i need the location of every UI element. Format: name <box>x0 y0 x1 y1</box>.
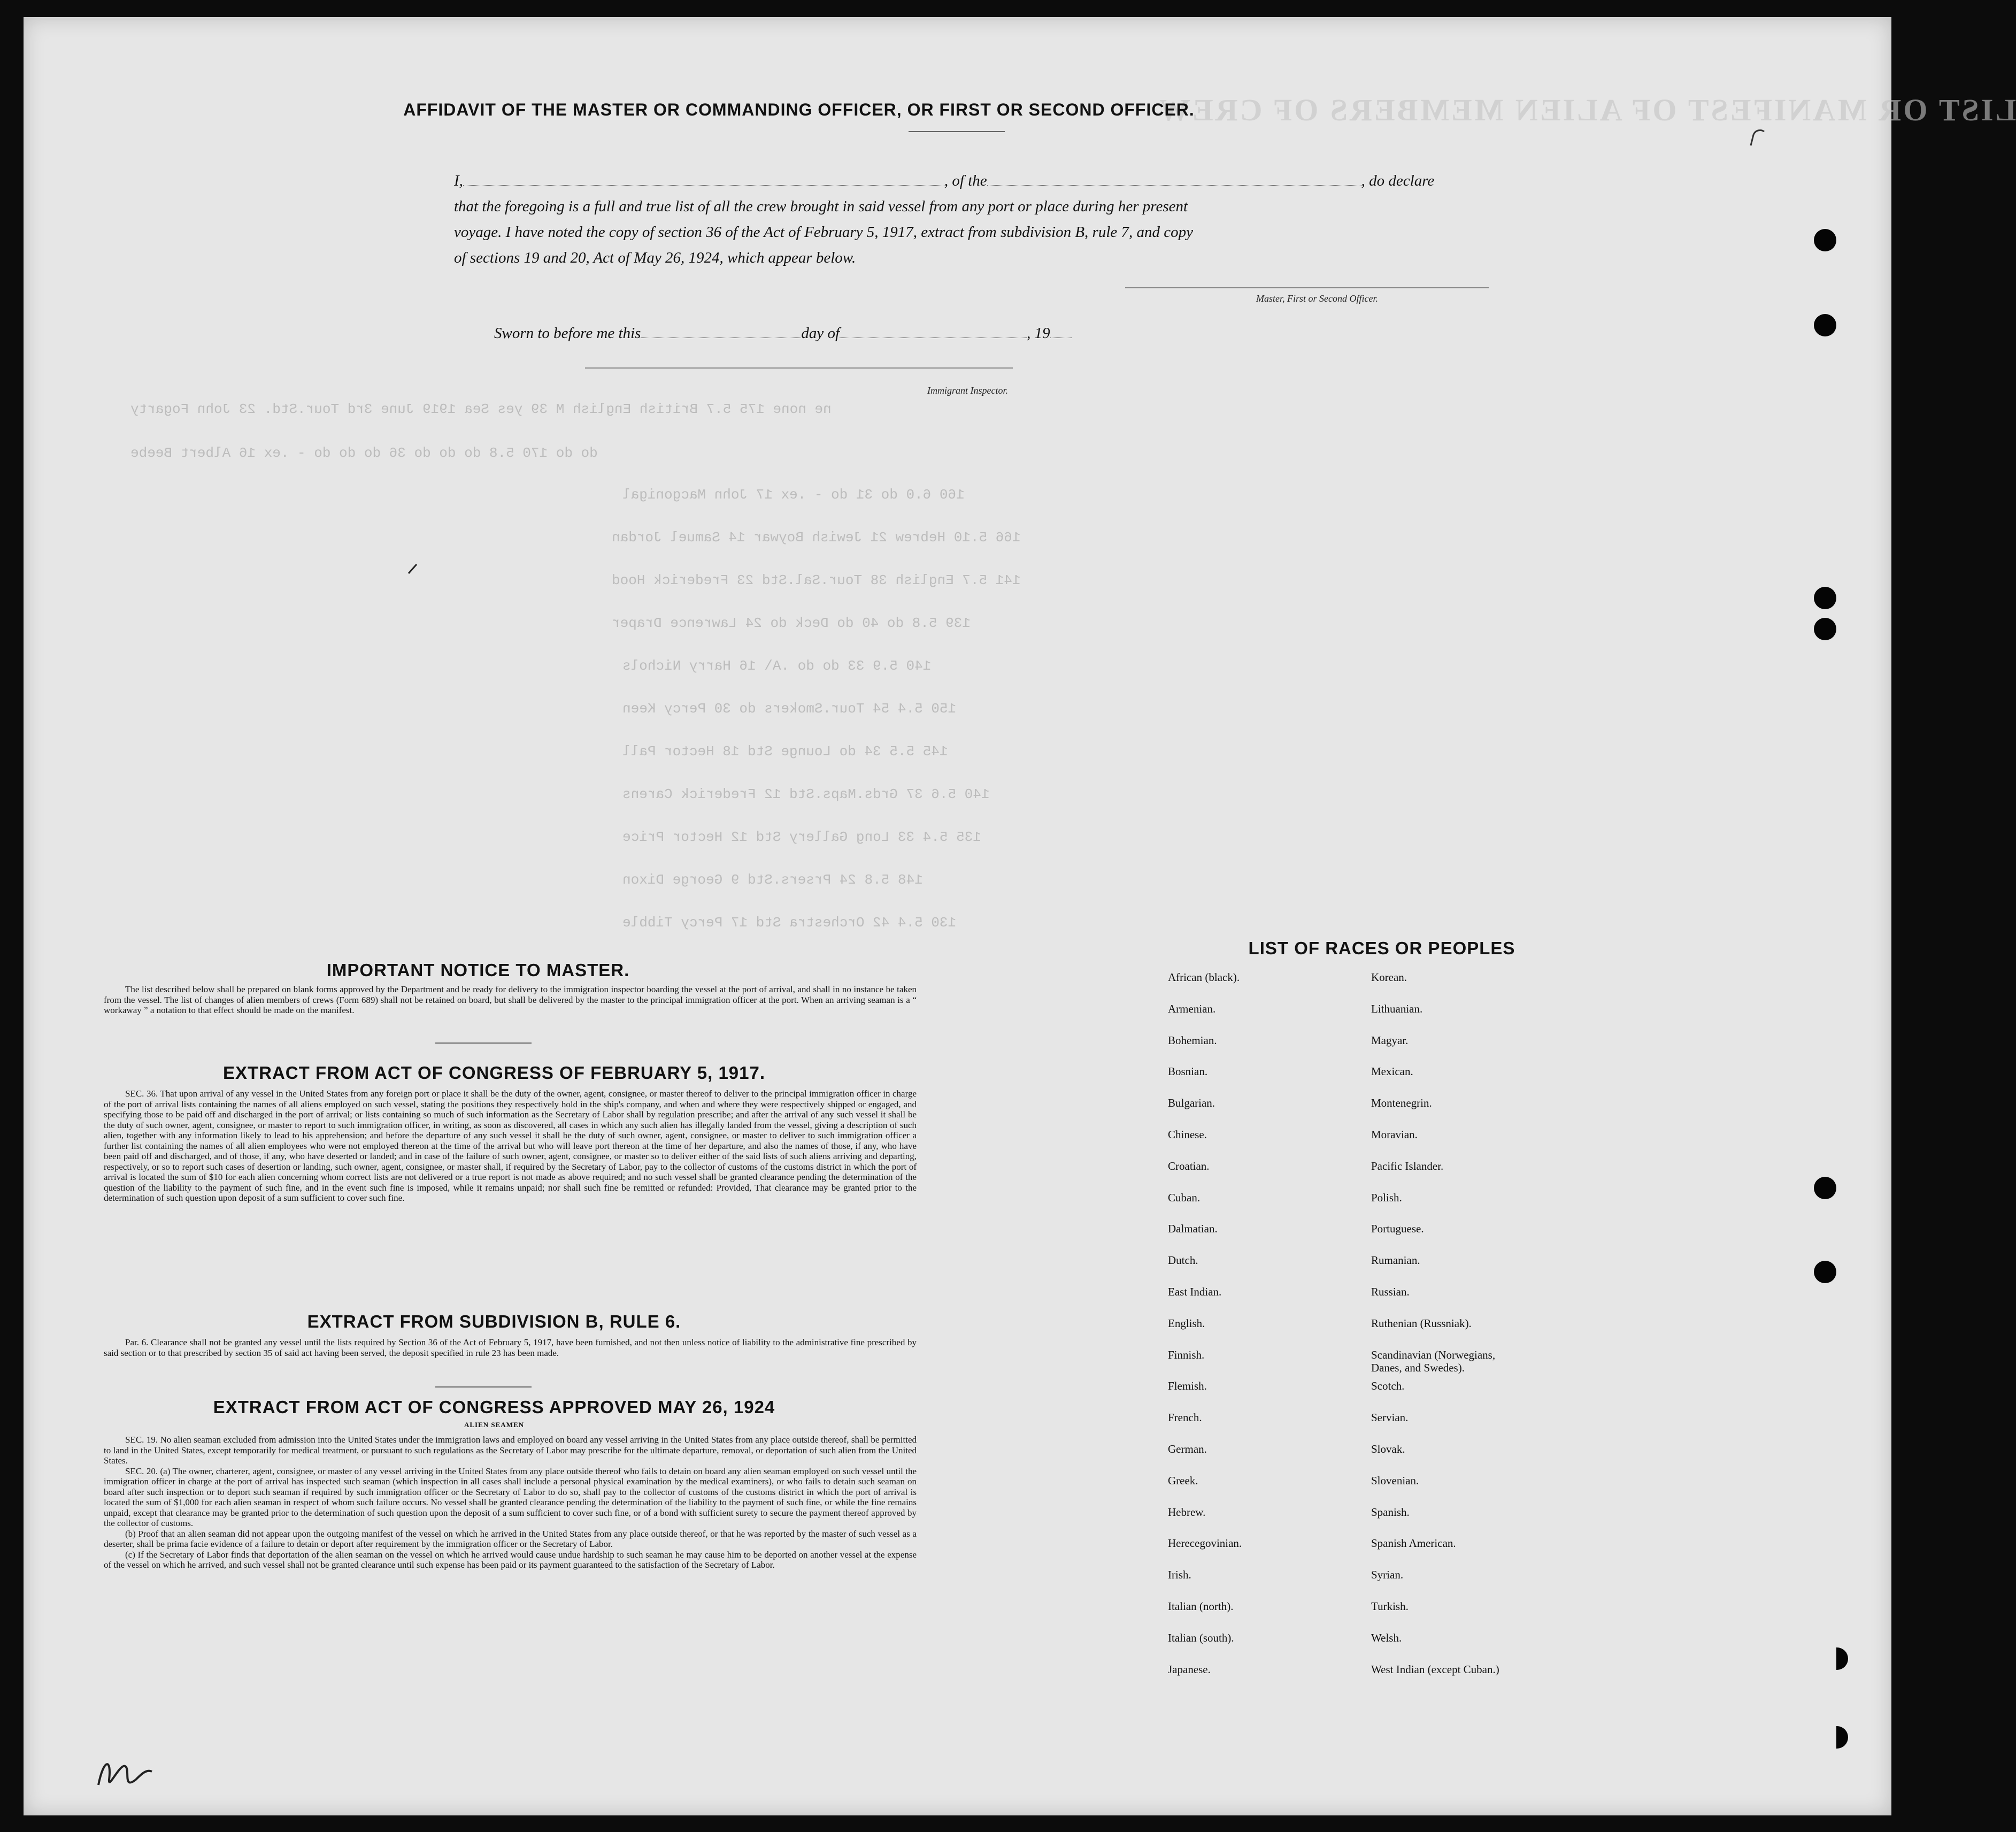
extract-1917-title: EXTRACT FROM ACT OF CONGRESS OF FEBRUARY 5, 1917. <box>222 1063 766 1083</box>
race-item: Bulgarian. <box>1168 1097 1215 1110</box>
race-item: Irish. <box>1168 1568 1191 1582</box>
race-item: English. <box>1168 1316 1205 1330</box>
binder-hole <box>1814 314 1836 336</box>
race-item: Dutch. <box>1168 1254 1198 1267</box>
affidavit-i-label: I, <box>454 172 463 189</box>
document-page <box>24 17 2016 1815</box>
bleed-through-heading: LIST OR MANIFEST OF ALIEN MEMBERS OF CREW <box>1157 93 2016 127</box>
signature-line[interactable] <box>1125 287 1489 288</box>
section-36-paragraph: SEC. 36. That upon arrival of any vessel in the United States from any foreign port or place it shall be the duty of the owner, agent, consignee, or master thereof to deliver to the principal immigration officer in charge of the port of arrival lists containing the names of all aliens employed on such vessel, stating the positions they respectively hold in the ship's company, and when and where they were respectively shipped or engaged, and specifying those to be paid off and discharged in the port of arrival; or lists containing so much of such information as the Secretary of Labor shall by regulation prescribe; and after the arrival of any such vessel it shall be the duty of such owner, agent, consignee, or master to report to such immigration officer, in writing, as soon as discovered, all cases in which any such alien has illegally landed from the vessel, giving a description of such alien, together with any information likely to lead to his apprehension; and before the departure of any such vessel it shall be the duty of such owner, agent, consignee, or master to deliver to such immigration officer a further list containing the names of all alien employees who were not employed thereon at the time of the arrival but who will leave port thereon at the time of her departure, and also the names of those, if any, who have been paid off and discharged, and of those, if any, who have deserted or landed; and in case of the failure of such owner, agent, consignee, or master so to deliver either of the said lists of such aliens arriving and departing, respectively, or so to report such cases of desertion or landing, such owner, agent, consignee, or master shall, if required by the Secretary of Labor, pay to the collector of customs of the customs district in which the port of arrival is located the sum of $10 for each alien concerning whom correct lists are not delivered or a true report is not made as above required; and no such vessel shall be granted clearance pending the determination of the question of the liability to the payment of such fine, and in the event such fine is imposed, while it remains unpaid; nor shall such fine be remitted or refunded: Provided, That clearance may be granted prior to the determination of such question upon deposit of a sum sufficient to cover such fine. <box>104 1089 917 1203</box>
notice-paragraph: The list described below shall be prepared on blank forms approved by the Department and be ready for delivery to the immigration inspector boarding the vessel at the port of arrival, and shall in no instance be taken from the vessel. The list of changes of alien members of crews (Form 689) shall not be retained on board, but shall be delivered by the master to the principal immigration officer at the port. When an arriving seaman is a “ workaway ” a notation to that effect should be made on the manifest. <box>104 984 917 1015</box>
sec-20b-paragraph: (b) Proof that an alien seaman did not appear upon the outgoing manifest of the vessel on which he arrived in the United States from any place outside thereof, or that he was reported by the master of such vessel as a deserter, shall be prima facie evidence of a failure to detain or deport after requirement by the immigration officer or the Secretary of Labor. <box>104 1528 917 1549</box>
pencil-tick <box>406 560 422 576</box>
affidavit-title: AFFIDAVIT OF THE MASTER OR COMMANDING OFFICER, OR FIRST OR SECOND OFFICER. <box>403 100 1195 119</box>
bleed-through-row: 160 6.0 do 31 do - .ex 17 John Macgonigal <box>622 487 965 503</box>
race-item: Italian (north). <box>1168 1600 1234 1613</box>
race-item: Mexican. <box>1371 1065 1413 1078</box>
extract-1917-text <box>104 1089 917 1204</box>
extract-rule6-title: EXTRACT FROM SUBDIVISION B, RULE 6. <box>307 1312 681 1331</box>
race-item: Korean. <box>1371 971 1407 984</box>
race-item: Turkish. <box>1371 1600 1409 1613</box>
race-item: French. <box>1168 1411 1202 1424</box>
extract-1924-subtitle: ALIEN SEAMEN <box>464 1421 525 1429</box>
binder-hole-edge <box>1836 1647 1848 1670</box>
binder-hole <box>1814 618 1836 640</box>
race-item: Scotch. <box>1371 1379 1405 1393</box>
sec-20a-paragraph: SEC. 20. (a) The owner, charterer, agent, consignee, or master of any vessel arriving in the United States from any place outside thereof who fails to detain on board any alien seaman employed on such vessel until the immigration officer in charge at the port of arrival has inspected such seaman (which inspection in all cases shall include a personal physical examination by the medical examiners), or who fails to detain such seaman on board after such inspection or to deport such seaman if required by such immigration officer or the Secretary of Labor to do so, shall pay to the collector of customs of the customs district in which the port of arrival is located the sum of $1,000 for each alien seaman in respect of whom such failure occurs. No vessel shall be granted clearance pending the determination of the liability to the payment of such fine, or while the fine remains unpaid, except that clearance may be granted prior to the determination of such question upon the deposit of a sum sufficient to cover such fine, or of a bond with sufficient surety to secure the payment thereof approved by the collector of customs. <box>104 1466 917 1528</box>
race-item: Montenegrin. <box>1371 1097 1432 1110</box>
race-item: Dalmatian. <box>1168 1222 1218 1236</box>
race-item: Servian. <box>1371 1411 1409 1424</box>
extract-1924-title: EXTRACT FROM ACT OF CONGRESS APPROVED MAY 26, 1924 <box>213 1397 775 1417</box>
race-item: Pacific Islander. <box>1371 1159 1444 1172</box>
pencil-tick <box>1748 124 1775 151</box>
bleed-through-row: 150 5.4 54 Tour.Smokers do 30 Percy Keen <box>622 701 957 717</box>
notice-rule <box>435 1043 532 1044</box>
bleed-through-row: ne none 175 5.7 British English M 39 yes Sea 1919 June 3rd Tour.Std. 23 John Fogarty <box>130 401 832 417</box>
race-item: Syrian. <box>1371 1568 1404 1582</box>
bleed-through-row: 145 5.5 34 do Lounge Std 18 Hector Pall <box>622 743 948 760</box>
race-item: Moravian. <box>1371 1128 1418 1141</box>
binder-hole <box>1814 1177 1836 1199</box>
race-item: Bohemian. <box>1168 1033 1217 1047</box>
race-item: Herecegovinian. <box>1168 1537 1242 1550</box>
sworn-month-field[interactable] <box>840 325 1027 338</box>
declarant-name-field[interactable] <box>463 172 944 186</box>
bleed-through-row: 135 5.4 33 Long Gallery Std 12 Hector Price <box>622 829 981 845</box>
sworn-day-of-label: day of <box>801 325 840 342</box>
sworn-day-field[interactable] <box>641 325 801 338</box>
bleed-through-row: 148 5.8 24 Prsers.Std 9 George Dixon <box>622 872 923 888</box>
races-title: LIST OF RACES OR PEOPLES <box>1248 938 1515 958</box>
race-item: Magyar. <box>1371 1033 1409 1047</box>
affidavit-line-3: voyage. I have noted the copy of section 36 of the Act of February 5, 1917, extract from subdivision B, rule 7, and copy <box>454 224 1194 241</box>
bleed-through-row: 166 5.10 Hebrew 21 Jewish Boywar 14 Samuel Jordan <box>612 530 1021 546</box>
affidavit-line-4: of sections 19 and 20, Act of May 26, 1924, which appear below. <box>454 249 856 266</box>
race-item: East Indian. <box>1168 1285 1222 1298</box>
race-item: Armenian. <box>1168 1002 1216 1015</box>
notice-text <box>104 984 917 1016</box>
race-item: West Indian (except Cuban.) <box>1371 1662 1499 1676</box>
bleed-through-row: 140 5.6 37 Grds.Maps.Std 12 Frederick Carens <box>622 786 990 802</box>
race-item: Finnish. <box>1168 1348 1205 1361</box>
sworn-year-field[interactable] <box>1050 325 1072 338</box>
race-item: German. <box>1168 1443 1207 1455</box>
race-item: Lithuanian. <box>1371 1002 1423 1015</box>
sworn-line <box>494 325 1243 342</box>
affidavit-line-1 <box>454 172 1523 190</box>
sworn-prefix: Sworn to before me this <box>494 325 641 342</box>
binder-hole <box>1814 229 1836 251</box>
race-item: Greek. <box>1168 1474 1198 1487</box>
binder-hole <box>1814 1261 1836 1283</box>
race-item: Portuguese. <box>1371 1222 1424 1236</box>
race-item: Flemish. <box>1168 1379 1207 1393</box>
race-item: Hebrew. <box>1168 1505 1206 1519</box>
binder-hole <box>1814 587 1836 609</box>
bleed-through-row: 140 5.9 33 do do .A\ 16 Harry Nichols <box>622 658 932 674</box>
extract-1924-text <box>104 1435 917 1570</box>
race-item: African (black). <box>1168 971 1240 984</box>
race-item: Slovenian. <box>1371 1474 1419 1487</box>
binder-hole-edge <box>1836 1726 1848 1749</box>
race-item: Danes, and Swedes). <box>1371 1361 1465 1374</box>
race-item: Welsh. <box>1371 1631 1402 1644</box>
race-item: Spanish American. <box>1371 1537 1456 1550</box>
race-item: Bosnian. <box>1168 1065 1208 1078</box>
affidavit-declare-label: , do declare <box>1361 172 1435 189</box>
race-item: Russian. <box>1371 1285 1410 1298</box>
par-6-paragraph: Par. 6. Clearance shall not be granted any vessel until the lists required by Section 36 of the Act of February 5, 1917, have been furnished, and not then unless notice of liability to the administrative fine prescribed by said section or to that prescribed by section 35 of said act having been served, the deposit specified in rule 23 has been made. <box>104 1337 917 1358</box>
rule6-rule <box>435 1386 532 1388</box>
sworn-year-label: , 19 <box>1027 325 1050 342</box>
handwritten-mark <box>93 1747 157 1801</box>
race-item: Cuban. <box>1168 1191 1201 1204</box>
bleed-through-row: 141 5.7 English 38 Tour.Sal.Std 23 Frederick Hood <box>612 572 1021 588</box>
race-item: Croatian. <box>1168 1159 1210 1172</box>
vessel-name-field[interactable] <box>987 172 1361 186</box>
inspector-signature-line[interactable] <box>585 367 1013 369</box>
race-item: Chinese. <box>1168 1128 1207 1141</box>
race-item: Spanish. <box>1371 1505 1410 1519</box>
affidavit-of-the-label: , of the <box>944 172 987 189</box>
bleed-through-row: 139 5.8 do 40 do Deck do 24 Lawrence Draper <box>612 615 971 631</box>
race-item: Slovak. <box>1371 1443 1405 1455</box>
notice-title: IMPORTANT NOTICE TO MASTER. <box>326 960 630 980</box>
extract-rule6-text <box>104 1337 917 1358</box>
race-item: Japanese. <box>1168 1662 1211 1676</box>
sec-20c-paragraph: (c) If the Secretary of Labor finds that deportation of the alien seaman on the vessel on which he arrived would cause undue hardship to such seaman he may cause him to be deported on another vessel at the expense of the vessel on which he arrived, and such vessel shall not be granted clearance until such expense has been paid or its payment guaranteed to the satisfaction of the Secretary of Labor. <box>104 1549 917 1570</box>
race-item: Italian (south). <box>1168 1631 1234 1644</box>
race-item: Polish. <box>1371 1191 1402 1204</box>
affidavit-line-2: that the foregoing is a full and true list of all the crew brought in said vessel from any port or place during her present <box>454 198 1188 215</box>
signature-caption: Master, First or Second Officer. <box>1256 293 1378 304</box>
race-item: Ruthenian (Russniak). <box>1371 1316 1472 1330</box>
affidavit-title-rule <box>909 131 1005 132</box>
race-item: Rumanian. <box>1371 1254 1420 1267</box>
race-item: Scandinavian (Norwegians, <box>1371 1348 1496 1361</box>
sec-19-paragraph: SEC. 19. No alien seaman excluded from admission into the United States under the immigration laws and employed on board any vessel arriving in the United States from any place outside thereof, shall be permitted to land in the United States, except temporarily for medical treatment, or pursuant to such regulations as the Secretary of Labor may prescribe for the ultimate departure, removal, or deportation of such alien from the United States. <box>104 1435 917 1466</box>
bleed-through-row: do do 170 5.8 do do do 36 do do do - .ex 16 Albert Beebe <box>130 445 598 461</box>
inspector-caption: Immigrant Inspector. <box>927 385 1008 396</box>
bleed-through-row: 130 5.4 42 Orchestra Std 17 Percy Tibble <box>622 915 957 931</box>
